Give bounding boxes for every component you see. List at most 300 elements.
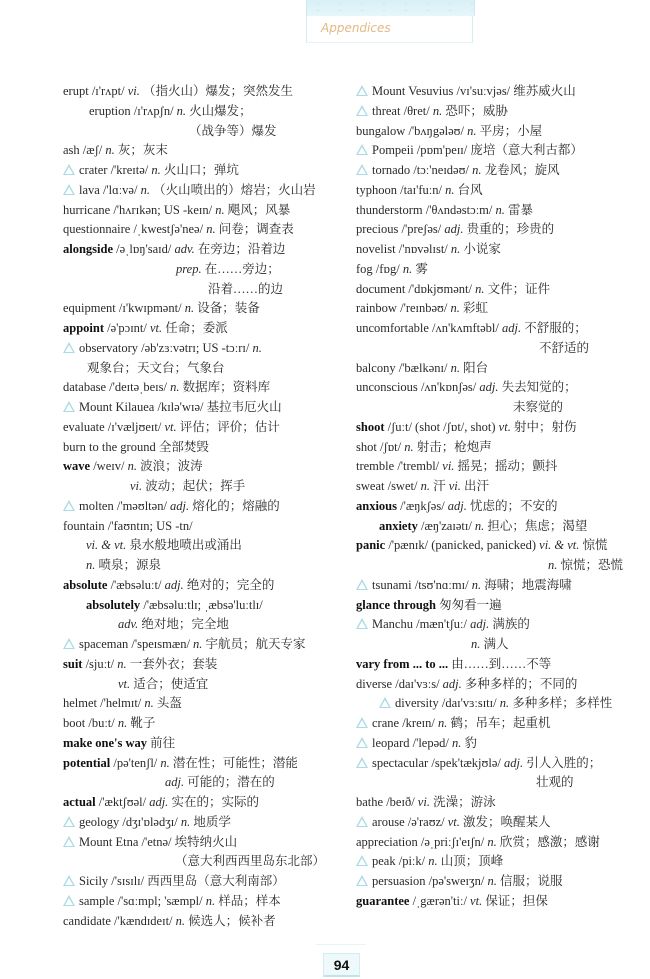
definition: 火山口；弹坑 (160, 163, 239, 177)
phonetic: /'speɪsmæn/ (128, 637, 194, 651)
phonetic: /əb'zɜːvətrɪ; US -tɔːrɪ/ (138, 340, 253, 355)
headword: bungalow (356, 123, 406, 138)
phonetic: /'trembl/ (394, 459, 443, 474)
headword: eruption (89, 103, 131, 118)
vocab-entry (63, 714, 348, 734)
triangle-marker-icon (63, 164, 75, 175)
definition: 波浪；波涛 (136, 459, 203, 474)
vocab-entry-continuation (356, 398, 646, 418)
triangle-marker-icon (63, 875, 75, 886)
definition: 全部焚毁 (158, 439, 209, 454)
definition: 在旁边；沿着边 (194, 242, 286, 256)
part-of-speech: n. (117, 716, 128, 730)
vocab-entry-continuation (63, 477, 348, 497)
headword: persuasion (372, 874, 426, 888)
part-of-speech: n. (471, 577, 482, 592)
phonetic: /'bælkənɪ/ (395, 360, 451, 375)
triangle-marker-icon (356, 85, 368, 96)
vocab-entry (356, 102, 646, 122)
vocab-entry-continuation (63, 280, 348, 300)
phonetic: /'sɪsɪlɪ/ (108, 874, 148, 888)
triangle-marker-icon (63, 342, 75, 353)
part-of-speech: n. (450, 360, 460, 375)
triangle-marker-icon (63, 816, 75, 827)
headword: uncomfortable (356, 321, 429, 335)
vocab-entry (356, 418, 646, 438)
headword: tsunami (372, 577, 412, 592)
headword: Manchu (372, 617, 413, 632)
phonetic: /ə'raʊz/ (404, 814, 448, 829)
headword: hurricane (63, 202, 111, 217)
headword: database (63, 380, 107, 395)
phonetic: /kɪlə'wɪə/ (154, 400, 207, 414)
part-of-speech: vi. (127, 84, 140, 98)
vocab-entry (63, 517, 348, 537)
phonetic: /əˌlɒŋ'saɪd/ (113, 242, 175, 256)
phonetic: /pə'sweɪʒn/ (425, 874, 488, 888)
part-of-speech: n. (205, 893, 216, 908)
vocab-entry (63, 596, 348, 616)
phonetic: /'kreɪtə/ (107, 163, 152, 177)
phonetic: /kreɪn/ (399, 716, 438, 730)
headword: leopard (372, 735, 410, 750)
headword: Sicily (79, 874, 109, 888)
triangle-marker-icon (63, 638, 75, 649)
vocab-entry (63, 438, 348, 458)
phonetic: /'etnə/ (138, 834, 175, 849)
definition: 飓风；风暴 (224, 202, 291, 217)
phonetic: /vɪ'suːvjəs/ (453, 84, 514, 98)
headword: Mount Etna (79, 834, 139, 849)
part-of-speech: n. (548, 558, 558, 572)
part-of-speech: n. (495, 202, 505, 217)
phonetic: /weɪv/ (90, 459, 128, 474)
definition: 欣赏；感激；感谢 (496, 834, 600, 849)
headword: anxiety (379, 518, 418, 533)
vocab-entry (356, 280, 646, 300)
vocab-entry (63, 378, 348, 398)
part-of-speech: n. (467, 123, 477, 138)
part-of-speech: vt. (470, 893, 483, 908)
part-of-speech: vi. (130, 479, 143, 493)
vocab-entry (63, 813, 348, 833)
part-of-speech: n. (160, 755, 170, 770)
phonetic: /æŋ'zaɪətɪ/ (417, 518, 475, 533)
vocab-entry (356, 536, 646, 556)
phonetic: /'lɑːvə/ (99, 182, 141, 197)
definition: 维苏威火山 (513, 84, 576, 98)
phonetic: /sjuːt/ (82, 656, 118, 671)
vocab-entry (356, 872, 646, 892)
triangle-marker-icon (356, 875, 368, 886)
vocab-entry (63, 793, 348, 813)
triangle-marker-icon (356, 816, 368, 827)
definition: 豹 (461, 735, 478, 750)
phonetic: /'preʃəs/ (398, 222, 445, 237)
vocab-entry-continuation (63, 122, 348, 142)
vocab-entry (356, 734, 646, 754)
vocab-entry (356, 457, 646, 477)
definition: 保证；担保 (482, 893, 548, 908)
headword: actual (63, 795, 96, 809)
vocab-entry (356, 754, 646, 774)
headword: tremble (356, 459, 395, 474)
part-of-speech: n. (193, 637, 203, 651)
headword: balcony (356, 360, 396, 375)
part-of-speech: vt. (447, 814, 460, 829)
part-of-speech: n. (151, 163, 161, 177)
definition: 信服；说服 (496, 874, 563, 888)
headword: document (356, 281, 406, 296)
vocab-entry (63, 181, 348, 201)
part-of-speech: n. (184, 301, 195, 316)
headword: potential (63, 755, 111, 770)
part-of-speech: vi. (417, 795, 430, 809)
headword: Mount Kilauea (79, 400, 155, 414)
definition: 地质学 (190, 814, 231, 829)
vocab-entry-continuation (356, 339, 646, 359)
definition: 摇晃；摇动；颤抖 (454, 459, 558, 474)
definition: 数据库；资料库 (179, 380, 271, 395)
part-of-speech: n. (144, 696, 154, 711)
headword: crater (79, 163, 108, 177)
definition: 担心；焦虑；渴望 (484, 518, 588, 533)
headword: tornado (372, 163, 411, 177)
definition: 满人 (480, 637, 509, 651)
phonetic: /tsʊ'nɑːmɪ/ (411, 577, 472, 592)
definition: 贵重的；珍贵的 (463, 222, 555, 237)
definition: 设备；装备 (194, 301, 260, 316)
definition: 样品；样本 (215, 893, 281, 908)
phonetic: /əˌpriːʃɪ'eɪʃn/ (417, 834, 488, 849)
section-header (306, 16, 473, 43)
definition: 文件；证件 (484, 281, 551, 296)
vocab-entry (356, 260, 646, 280)
definition: 龙卷风；旋风 (481, 163, 560, 177)
headword: typhoon (356, 182, 397, 197)
part-of-speech: vi. & vt. (86, 538, 127, 553)
vocab-entry (356, 220, 646, 240)
vocab-entry-continuation (63, 773, 348, 793)
vocab-entry (356, 161, 646, 181)
vocabulary-column-left (63, 82, 348, 931)
part-of-speech: n. (127, 459, 137, 474)
part-of-speech: n. (450, 301, 460, 316)
phonetic: /æʃ/ (79, 143, 106, 158)
vocab-entry (63, 576, 348, 596)
phonetic: /ɪ'væljʊeɪt/ (104, 419, 165, 434)
phonetic: /ə'pɔɪnt/ (104, 321, 150, 335)
phonetic: /'lepəd/ (409, 735, 453, 750)
vocab-entry (63, 398, 348, 418)
part-of-speech: n. (471, 637, 481, 651)
part-of-speech: adj. (444, 222, 464, 237)
definition: 喷泉；源泉 (95, 558, 162, 572)
headword: boot (63, 716, 86, 730)
definition: 潜在性；可能性；潜能 (169, 755, 298, 770)
part-of-speech: vi. & vt. (539, 538, 580, 553)
definition: 多种多样的；不同的 (461, 676, 578, 691)
part-of-speech: n. (487, 874, 497, 888)
phonetic: /'reɪnbəʊ/ (396, 301, 451, 316)
definition: 惊慌 (579, 538, 608, 553)
definition: 宇航员；航天专家 (202, 637, 306, 651)
vocab-entry-continuation (63, 359, 348, 379)
vocab-entry (63, 833, 348, 853)
vocab-entry (63, 161, 348, 181)
vocab-entry (63, 319, 348, 339)
part-of-speech: adj. (442, 676, 462, 691)
phonetic: /ʃɒt/ (376, 439, 405, 454)
part-of-speech: n. (499, 696, 510, 711)
phonetic: /'nɒvəlɪst/ (395, 242, 451, 256)
headword: absolutely (86, 597, 141, 612)
headword: guarantee (356, 893, 410, 908)
vocab-entry (356, 378, 646, 398)
headword: helmet (63, 696, 98, 711)
headword: candidate (63, 913, 111, 928)
triangle-marker-icon (356, 105, 368, 116)
headword: anxious (356, 498, 397, 513)
headword: Mount Vesuvius (372, 84, 454, 98)
headword: appreciation (356, 834, 418, 849)
part-of-speech: vt. (164, 419, 177, 434)
vocab-entry (63, 655, 348, 675)
phonetic: /ɪ'rʌpʃn/ (130, 103, 177, 118)
phonetic: /'θʌndəstɔːm/ (422, 202, 496, 217)
part-of-speech: adj. (164, 577, 184, 592)
headword: shot (356, 439, 377, 454)
definition: 阳台 (459, 360, 489, 375)
triangle-marker-icon (356, 717, 368, 728)
definition: 一套外衣；套装 (126, 656, 218, 671)
part-of-speech: vt. (150, 321, 163, 335)
vocab-entry (63, 201, 348, 221)
definition: 灰；灰末 (114, 143, 168, 158)
definition: 射击；枪炮声 (413, 439, 492, 454)
definition: 火山爆发； (186, 103, 252, 118)
vocab-entry (356, 813, 646, 833)
part-of-speech: n. (445, 182, 455, 197)
phonetic: /'deɪtəˌbeɪs/ (106, 380, 171, 395)
triangle-marker-icon (63, 500, 75, 511)
vocab-entry-continuation (356, 556, 646, 576)
vocab-entry (356, 319, 646, 339)
headword: wave (63, 459, 91, 474)
headword: questionnaire (63, 222, 131, 237)
definition: 雾 (412, 261, 428, 276)
triangle-marker-icon (63, 895, 75, 906)
headword: thunderstorm (356, 202, 423, 217)
vocab-entry (63, 912, 348, 932)
phonetic: /ʌn'kɒnʃəs/ (417, 380, 480, 395)
part-of-speech: n. (206, 222, 216, 237)
vocab-entry-continuation (356, 635, 646, 655)
headword: lava (79, 182, 100, 197)
vocab-entry (356, 497, 646, 517)
phonetic: /'sɑːmpl; 'sæmpl/ (114, 893, 206, 908)
part-of-speech: n. (117, 656, 127, 671)
phonetic: /'æktʃʊəl/ (95, 795, 150, 809)
part-of-speech: n. (404, 439, 414, 454)
phonetic: /ɪ'kwɪpmənt/ (115, 301, 185, 316)
triangle-marker-icon (63, 401, 75, 412)
part-of-speech: adv. (118, 617, 139, 632)
definition: 绝对地；完全地 (138, 617, 229, 632)
headword: absolute (63, 577, 108, 592)
vocab-entry (63, 299, 348, 319)
definition: 由……到……不等 (451, 656, 552, 671)
part-of-speech: vi. (448, 479, 461, 493)
definition: 西西里岛（意大利南部） (147, 874, 285, 888)
headword: vary from ... to ... (356, 656, 449, 671)
headword: evaluate (63, 419, 105, 434)
part-of-speech: n. (105, 143, 115, 158)
vocab-entry (356, 596, 646, 616)
triangle-marker-icon (356, 855, 368, 866)
definition: 失去知觉的； (498, 380, 577, 395)
part-of-speech: n. (437, 716, 448, 730)
phonetic: /ʃuːt/ (shot /ʃɒt/, shot) (384, 419, 499, 434)
headword: bathe (356, 795, 384, 809)
vocab-entry (356, 201, 646, 221)
definition: 前往 (150, 735, 176, 750)
definition: 候选人；候补者 (185, 913, 276, 928)
vocab-entry (356, 141, 646, 161)
vocab-entry-continuation (63, 675, 348, 695)
definition: 汗 (429, 479, 449, 493)
vocab-entry (356, 714, 646, 734)
phonetic: /ʌn'kʌmftəbl/ (428, 321, 502, 335)
vocab-entry-continuation (356, 773, 646, 793)
phonetic: /fɒg/ (372, 261, 403, 276)
headword: fog (356, 261, 373, 276)
part-of-speech: vt. (498, 419, 511, 434)
part-of-speech: n. (487, 834, 497, 849)
vocab-entry (63, 734, 348, 754)
headword: crane (372, 716, 400, 730)
definition: 评估；评价；估计 (176, 419, 280, 434)
definition: （战争等）爆发 (189, 123, 277, 138)
headword: novelist (356, 242, 396, 256)
part-of-speech: adj. (170, 498, 190, 513)
vocab-entry (63, 339, 348, 359)
phonetic: /daɪ'vɜːsɪtɪ/ (438, 696, 500, 711)
phonetic: /'æŋkʃəs/ (397, 498, 448, 513)
definition: 引人入胜的； (523, 755, 602, 770)
headword: observatory (79, 340, 139, 355)
definition: 惊慌；恐慌 (557, 558, 624, 572)
vocab-entry (356, 655, 646, 675)
headword: glance through (356, 597, 436, 612)
phonetic: /piːk/ (395, 854, 429, 869)
page-number-rule (316, 944, 366, 945)
headword: rainbow (356, 301, 397, 316)
definition: 多种多样；多样性 (509, 696, 613, 711)
phonetic: /ˌgærən'tiː/ (409, 893, 471, 908)
vocab-entry (63, 892, 348, 912)
headword: precious (356, 222, 399, 237)
part-of-speech: n. (472, 163, 482, 177)
vocab-entry (63, 102, 348, 122)
vocab-entry (63, 754, 348, 774)
part-of-speech: vt. (118, 676, 131, 691)
part-of-speech: n. (252, 340, 262, 355)
vocab-entry (356, 892, 646, 912)
definition: 可能的；潜在的 (184, 775, 275, 790)
triangle-marker-icon (379, 697, 391, 708)
vocab-entry (356, 181, 646, 201)
definition: 问卷；调查表 (215, 222, 294, 237)
vocab-entry (356, 833, 646, 853)
part-of-speech: vi. (442, 459, 455, 474)
vocab-entry-continuation (63, 615, 348, 635)
vocab-entry (356, 122, 646, 142)
phonetic: /'æbsəluːt/ (107, 577, 165, 592)
headword: spectacular (372, 755, 429, 770)
phonetic: /buːt/ (85, 716, 118, 730)
definition: 鹤；吊车；起重机 (447, 716, 551, 730)
phonetic: /'məʊltən/ (113, 498, 171, 513)
definition: （火山喷出的）熔岩；火山岩 (149, 182, 316, 197)
vocab-entry-continuation (63, 536, 348, 556)
part-of-speech: adj. (470, 617, 490, 632)
part-of-speech: adj. (447, 498, 467, 513)
vocab-entry (356, 240, 646, 260)
vocab-entry-continuation (63, 852, 348, 872)
part-of-speech: n. (475, 281, 485, 296)
part-of-speech: n. (450, 242, 461, 256)
triangle-marker-icon (63, 836, 75, 847)
part-of-speech: n. (432, 103, 443, 118)
definition: 未察觉的 (513, 400, 564, 414)
definition: 埃特纳火山 (174, 834, 238, 849)
definition: 海啸；地震海啸 (481, 577, 572, 592)
vocab-entry (63, 497, 348, 517)
phonetic: /'dɒkjʊmənt/ (405, 281, 476, 296)
phonetic: /swet/ (384, 479, 421, 493)
definition: 波动；起伏；挥手 (142, 479, 246, 493)
part-of-speech: n. (215, 202, 225, 217)
headword: diversity (395, 696, 439, 711)
vocab-entry (356, 852, 646, 872)
part-of-speech: n. (402, 261, 413, 276)
headword: sample (79, 893, 115, 908)
header-decorative-band (306, 0, 475, 16)
phonetic: /θret/ (400, 103, 433, 118)
definition: 不舒适的 (539, 340, 590, 355)
vocab-entry (356, 299, 646, 319)
definition: 在……旁边； (201, 261, 280, 276)
vocabulary-column-right (356, 82, 646, 912)
part-of-speech: adj. (165, 775, 185, 790)
definition: 庞培（意大利古都） (470, 143, 583, 158)
headword: spaceman (79, 637, 129, 651)
triangle-marker-icon (63, 184, 75, 195)
vocab-entry-continuation (63, 260, 348, 280)
definition: 适合；使适宜 (130, 676, 209, 691)
part-of-speech: adj. (501, 321, 522, 335)
phonetic: /'faʊntɪn; US -tn/ (104, 518, 193, 533)
definition: 壮观的 (536, 775, 574, 790)
triangle-marker-icon (356, 144, 368, 155)
definition: 雷暴 (504, 202, 534, 217)
headword: peak (372, 854, 396, 869)
part-of-speech: n. (175, 913, 186, 928)
headword: molten (79, 498, 114, 513)
triangle-marker-icon (356, 618, 368, 629)
triangle-marker-icon (356, 164, 368, 175)
